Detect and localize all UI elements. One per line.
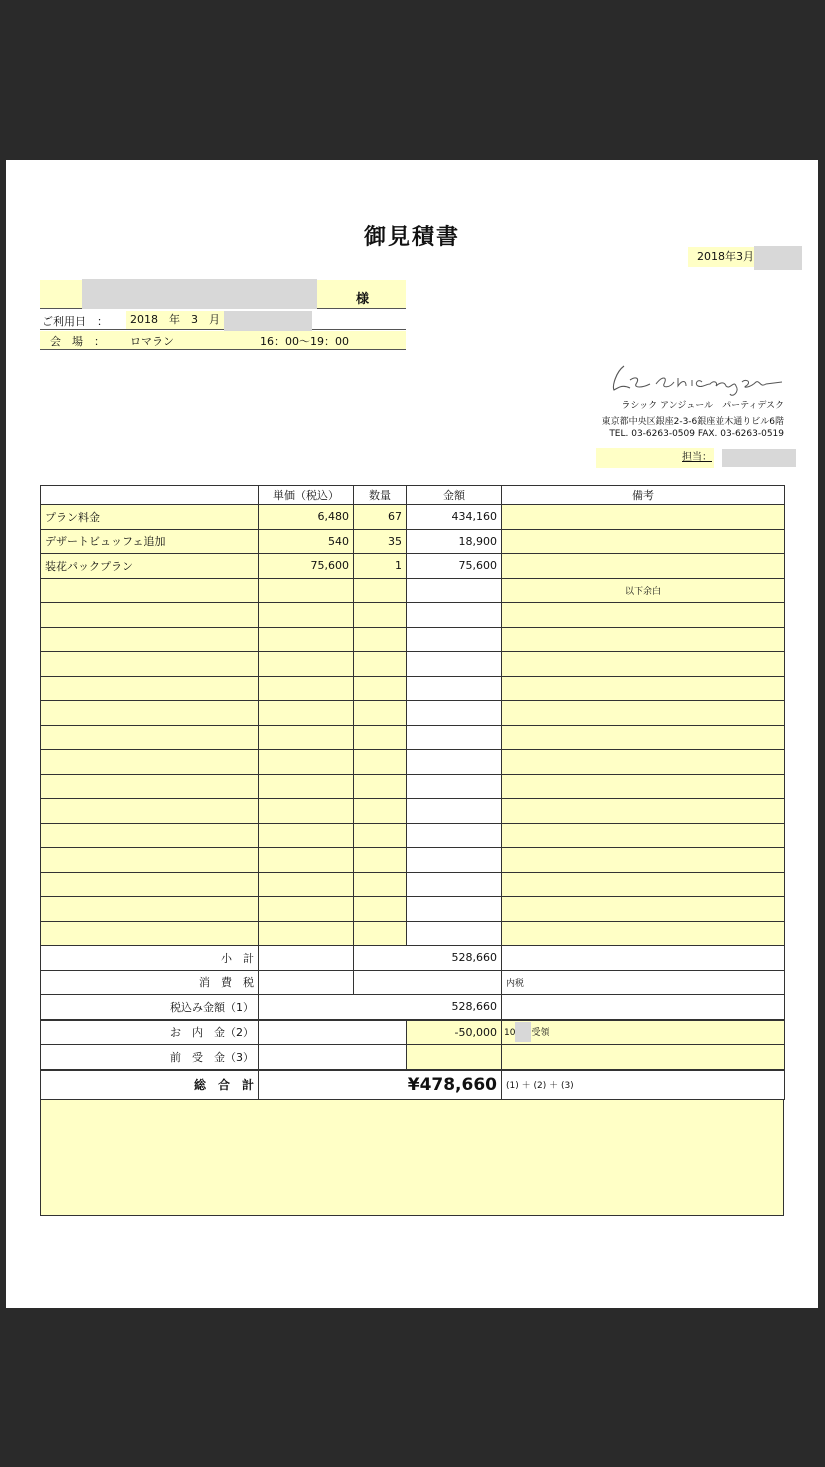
item-note <box>502 505 785 530</box>
header-unit-price: 単価（税込） <box>259 486 354 505</box>
empty-cell <box>407 897 502 922</box>
header-amount: 金額 <box>407 486 502 505</box>
table-row <box>41 750 785 775</box>
usage-date-row <box>40 311 406 330</box>
table-row <box>41 701 785 726</box>
item-unit-price: 6,480 <box>259 505 354 530</box>
empty-cell <box>354 627 407 652</box>
issue-date: 2018年3月 <box>688 247 756 267</box>
redaction-mask <box>754 246 802 270</box>
redaction-mask <box>515 1022 531 1042</box>
empty-cell <box>41 897 259 922</box>
item-amount: 75,600 <box>407 554 502 579</box>
company-logo <box>606 358 786 400</box>
empty-cell <box>259 750 354 775</box>
item-name <box>41 578 259 603</box>
redaction-mask <box>224 311 312 331</box>
item-note: 以下余白 <box>502 578 785 603</box>
empty-cell <box>41 799 259 824</box>
item-unit-price: 540 <box>259 529 354 554</box>
table-row <box>41 921 785 946</box>
table-row <box>41 554 785 579</box>
empty-cell <box>354 823 407 848</box>
item-amount <box>407 578 502 603</box>
table-row <box>41 529 785 554</box>
empty-cell <box>41 652 259 677</box>
estimate-table <box>40 485 785 1100</box>
empty-cell <box>354 603 407 628</box>
empty-cell <box>41 676 259 701</box>
empty-cell <box>259 701 354 726</box>
tax-note: 内税 <box>502 970 785 995</box>
grand-total-row <box>41 1070 785 1100</box>
subtotal-label: 小 計 <box>41 946 259 971</box>
table-row <box>41 848 785 873</box>
remarks-area <box>40 1100 784 1216</box>
empty-cell <box>259 897 354 922</box>
item-unit-price <box>259 578 354 603</box>
deposit-value: -50,000 <box>407 1020 502 1045</box>
empty-cell <box>259 676 354 701</box>
empty-cell <box>259 603 354 628</box>
empty-cell <box>259 725 354 750</box>
empty-cell <box>354 750 407 775</box>
empty-cell <box>502 725 785 750</box>
empty-cell <box>41 701 259 726</box>
empty-cell <box>41 848 259 873</box>
empty-cell <box>41 725 259 750</box>
table-row <box>41 872 785 897</box>
empty-cell <box>354 774 407 799</box>
empty-cell <box>354 725 407 750</box>
item-name: 装花パックプラン <box>41 554 259 579</box>
tax-included-value: 528,660 <box>259 995 502 1020</box>
table-row <box>41 897 785 922</box>
company-name: ラシック アンジュール パーティデスク <box>621 401 784 411</box>
staff-field <box>596 448 714 468</box>
table-row <box>41 799 785 824</box>
table-row <box>41 627 785 652</box>
venue-row <box>40 331 406 350</box>
empty-cell <box>354 652 407 677</box>
empty-cell <box>502 872 785 897</box>
tax-included-row <box>41 995 785 1020</box>
empty-cell <box>41 750 259 775</box>
empty-cell <box>502 676 785 701</box>
estimate-page <box>6 160 818 1308</box>
item-quantity <box>354 578 407 603</box>
table-row <box>41 505 785 530</box>
table-row <box>41 603 785 628</box>
empty-cell <box>502 897 785 922</box>
empty-cell <box>502 750 785 775</box>
table-row <box>41 823 785 848</box>
deposit-note-prefix: 10 <box>504 1027 516 1038</box>
empty-cell <box>407 725 502 750</box>
venue-value: ロマラン <box>130 335 174 348</box>
table-row <box>41 578 785 603</box>
empty-cell <box>259 627 354 652</box>
item-name: デザートビュッフェ追加 <box>41 529 259 554</box>
empty-cell <box>407 750 502 775</box>
table-row <box>41 725 785 750</box>
subtotal-value: 528,660 <box>354 946 502 971</box>
table-header-row <box>41 486 785 505</box>
empty-cell <box>407 921 502 946</box>
empty-cell <box>354 848 407 873</box>
empty-cell <box>407 774 502 799</box>
empty-cell <box>502 921 785 946</box>
empty-cell <box>502 627 785 652</box>
item-unit-price: 75,600 <box>259 554 354 579</box>
empty-cell <box>407 652 502 677</box>
customer-suffix: 様 <box>356 292 370 307</box>
prepaid-row <box>41 1045 785 1070</box>
empty-cell <box>259 652 354 677</box>
item-quantity: 1 <box>354 554 407 579</box>
item-amount: 18,900 <box>407 529 502 554</box>
staff-label: 担当： <box>682 452 712 463</box>
deposit-label: お 内 金（2） <box>41 1020 259 1045</box>
empty-cell <box>407 848 502 873</box>
grand-total-label: 総 合 計 <box>41 1070 259 1100</box>
subtotal-row <box>41 946 785 971</box>
empty-cell <box>354 921 407 946</box>
time-value: 16：00〜19：00 <box>260 335 349 348</box>
company-block <box>566 400 784 440</box>
item-note <box>502 554 785 579</box>
redaction-mask <box>82 279 317 309</box>
header-item <box>41 486 259 505</box>
empty-cell <box>354 701 407 726</box>
table-row <box>41 652 785 677</box>
deposit-note-suffix: 受領 <box>531 1027 550 1038</box>
item-note <box>502 529 785 554</box>
empty-cell <box>407 872 502 897</box>
empty-cell <box>407 676 502 701</box>
empty-cell <box>407 799 502 824</box>
empty-cell <box>41 627 259 652</box>
empty-cell <box>259 921 354 946</box>
empty-cell <box>407 627 502 652</box>
deposit-row <box>41 1020 785 1045</box>
empty-cell <box>354 676 407 701</box>
deposit-note <box>502 1020 785 1045</box>
header-notes: 備考 <box>502 486 785 505</box>
empty-cell <box>41 774 259 799</box>
empty-cell <box>354 872 407 897</box>
item-quantity: 67 <box>354 505 407 530</box>
grand-total-value: ¥478,660 <box>259 1070 502 1100</box>
empty-cell <box>259 848 354 873</box>
tax-label: 消 費 税 <box>41 970 259 995</box>
empty-cell <box>502 848 785 873</box>
company-address: 東京都中央区銀座2-3-6銀座並木通りビル6階 <box>601 417 784 427</box>
empty-cell <box>41 823 259 848</box>
redaction-mask <box>722 449 796 467</box>
usage-date-value: 2018 年 3 月 <box>126 311 224 329</box>
empty-cell <box>41 603 259 628</box>
item-quantity: 35 <box>354 529 407 554</box>
empty-cell <box>259 774 354 799</box>
document-title: 御見積書 <box>363 225 460 250</box>
empty-cell <box>502 774 785 799</box>
empty-cell <box>502 799 785 824</box>
empty-cell <box>354 897 407 922</box>
empty-cell <box>259 872 354 897</box>
empty-cell <box>407 701 502 726</box>
empty-cell <box>502 652 785 677</box>
empty-cell <box>502 823 785 848</box>
empty-cell <box>259 799 354 824</box>
tax-included-label: 税込み金額（1） <box>41 995 259 1020</box>
usage-date-label: ご利用日 ： <box>42 315 108 328</box>
empty-cell <box>41 921 259 946</box>
venue-label: 会 場 ： <box>50 335 105 348</box>
empty-cell <box>407 823 502 848</box>
item-amount: 434,160 <box>407 505 502 530</box>
company-contact: TEL. 03-6263-0509 FAX. 03-6263-0519 <box>609 429 784 439</box>
table-row <box>41 774 785 799</box>
empty-cell <box>502 603 785 628</box>
empty-cell <box>259 823 354 848</box>
empty-cell <box>41 872 259 897</box>
empty-cell <box>407 603 502 628</box>
item-name: プラン料金 <box>41 505 259 530</box>
tax-row <box>41 970 785 995</box>
grand-total-note: (1) ＋ (2) ＋ (3) <box>502 1070 785 1100</box>
prepaid-label: 前 受 金（3） <box>41 1045 259 1070</box>
empty-cell <box>354 799 407 824</box>
table-row <box>41 676 785 701</box>
header-quantity: 数量 <box>354 486 407 505</box>
empty-cell <box>502 701 785 726</box>
